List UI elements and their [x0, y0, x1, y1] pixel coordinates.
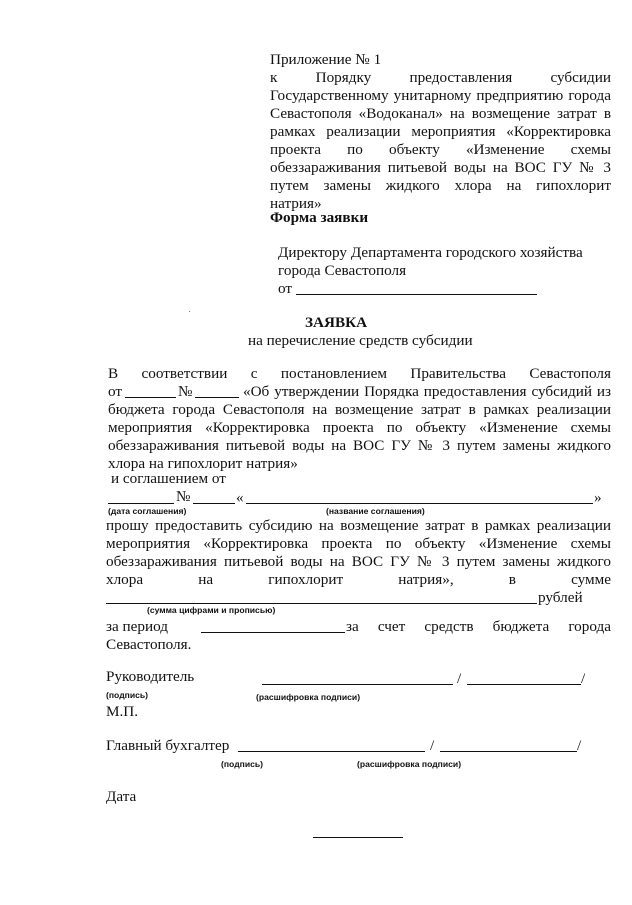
accountant-label: Главный бухгалтер: [106, 737, 230, 754]
p1-date-field[interactable]: [125, 397, 176, 398]
caption-agreement-date: (дата соглашения): [108, 506, 187, 516]
accountant-caption-signature: (подпись): [221, 759, 264, 769]
accountant-decode-field[interactable]: [440, 751, 577, 752]
caption-agreement-name: (название соглашения): [326, 506, 425, 516]
p1-line-4: мероприятия «Корректировка проекта по объекту «Изменение схемы: [108, 419, 611, 436]
p1-number-field[interactable]: [195, 397, 239, 398]
head-caption-decode: (расшифровка подписи): [256, 692, 361, 702]
appendix-line-7: путем замены жидкого хлора на гипохлорит натрия»: [270, 177, 611, 212]
agreement-number-field[interactable]: [193, 503, 235, 504]
head-slash-1: /: [457, 670, 462, 687]
head-slash-2: /: [581, 670, 586, 687]
sum-field[interactable]: [106, 603, 537, 604]
period-field[interactable]: [201, 632, 345, 633]
p1-line-3: бюджета города Севастополя на возмещение затрат в рамках реализации: [108, 401, 611, 418]
period-right-label: за счет средств бюджета города: [346, 618, 611, 635]
p1-no: №: [178, 383, 193, 400]
p2-line-3: обеззараживания питьевой воды на ВОС ГУ № 3 путем замены жидкого: [106, 553, 611, 570]
form-label: Форма заявки: [270, 209, 369, 226]
head-signature-field[interactable]: [262, 684, 453, 685]
agreement-quote-close: »: [594, 489, 602, 506]
bottom-rule: [313, 837, 403, 838]
agreement-label: и соглашением от: [111, 470, 226, 487]
period-left-label: за период: [106, 618, 169, 635]
p1-from: от: [108, 383, 123, 400]
date-label: Дата: [106, 788, 137, 805]
appendix-title: Приложение № 1: [270, 51, 382, 68]
appendix-line-5: проекта по объекту «Изменение схемы: [270, 141, 611, 158]
p2-line-1: прошу предоставить субсидию на возмещение затрат в рамках реализации: [106, 517, 611, 534]
request-title: ЗАЯВКА: [305, 314, 368, 331]
scan-speck: [189, 311, 190, 312]
appendix-line-1: [270, 69, 611, 87]
p1-line-6: хлора на гипохлорит натрия»: [108, 455, 298, 472]
addressee-from-label: от: [278, 280, 293, 297]
rubles-label: рублей: [538, 589, 583, 606]
head-label: Руководитель: [106, 668, 195, 685]
p1-line-1: В соответствии с постановлением Правительства Севастополя: [108, 365, 611, 382]
accountant-slash-2: /: [577, 737, 582, 754]
p2-line-2: мероприятия «Корректировка проекта по объекту «Изменение схемы: [106, 535, 611, 552]
accountant-caption-decode: (расшифровка подписи): [357, 759, 462, 769]
agreement-name-field[interactable]: [246, 503, 593, 504]
agreement-no: №: [176, 488, 191, 505]
caption-sum: (сумма цифрами и прописью): [147, 605, 276, 615]
agreement-date-field[interactable]: [108, 503, 174, 504]
accountant-slash-1: /: [430, 737, 435, 754]
addressee-line-2: города Севастополя: [278, 262, 407, 279]
appendix-line-1-text: к Порядку предоставления субсидии: [270, 69, 611, 86]
accountant-signature-field[interactable]: [238, 751, 425, 752]
p2-line-4: хлора на гипохлорит натрия», в сумме: [106, 571, 611, 588]
addressee-from-field[interactable]: [296, 294, 537, 295]
head-caption-signature: (подпись): [106, 690, 149, 700]
head-decode-field[interactable]: [467, 684, 581, 685]
appendix-line-2: Государственному унитарному предприятию города: [270, 87, 611, 104]
appendix-line-4: рамках реализации мероприятия «Корректировка: [270, 123, 611, 140]
request-subtitle: на перечисление средств субсидии: [248, 332, 473, 349]
period-line-2: Севастополя.: [106, 636, 192, 653]
addressee-line-1: Директору Департамента городского хозяйства: [278, 244, 583, 261]
appendix-line-3: Севастополя «Водоканал» на возмещение затрат в: [270, 105, 611, 122]
agreement-quote-open: «: [236, 489, 244, 506]
p1-line-5: обеззараживания питьевой воды на ВОС ГУ № 3 путем замены жидкого: [108, 437, 611, 454]
stamp-label: М.П.: [106, 703, 139, 720]
p1-line-2-rest: «Об утверждении Порядка предоставления субсидий из: [243, 383, 611, 400]
appendix-line-6: обеззараживания питьевой воды на ВОС ГУ № 3: [270, 159, 611, 176]
